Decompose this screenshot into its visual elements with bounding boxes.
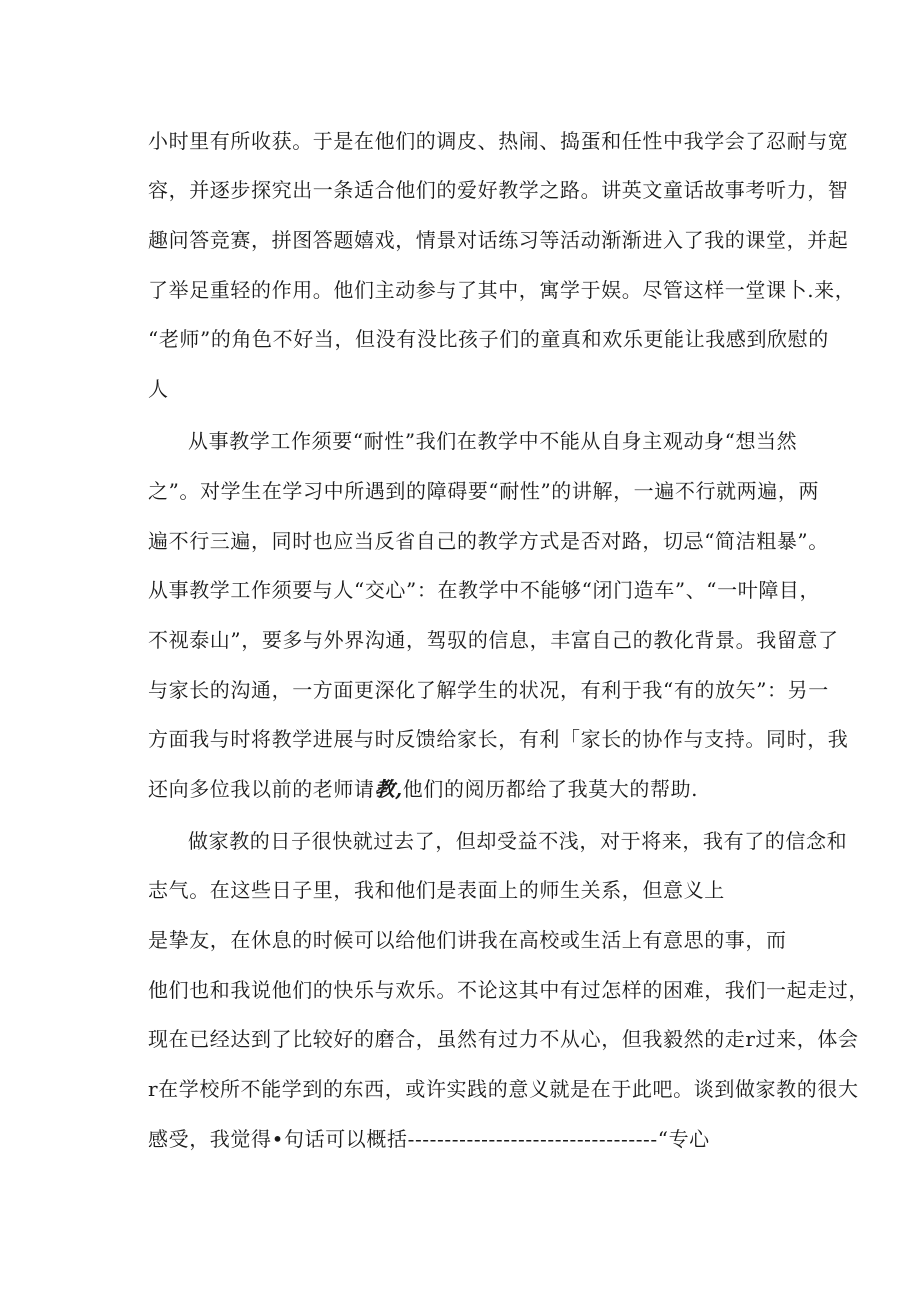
paragraph-3-line-6: r在学校所不能学到的东西，或许实践的意义就是在于此吧。谈到做家教的很大	[148, 1077, 859, 1101]
paragraph-2-line-7: 方面我与时将教学进展与时反馈给家长，有利「家长的协作与支持。同时，我	[148, 727, 849, 751]
paragraph-2-line-2: 之”。对学生在学习中所遇到的障碍要“耐性”的讲解，一遍不行就两遍，两	[148, 479, 820, 503]
paragraph-1-line-5: “老师”的角色不好当，但没有没比孩子们的童真和欢乐更能让我感到欣慰的	[148, 327, 829, 351]
paragraph-3-line-1: 做家教的日子很快就过去了，但却受益不浅，对于将来，我有了的信念和	[188, 829, 848, 853]
paragraph-3-line-5: 现在已经达到了比较好的磨合，虽然有过力不从心，但我毅然的走r过来，体会	[148, 1027, 859, 1051]
paragraph-1-line-6: 人	[148, 377, 169, 401]
paragraph-2-line-6: 与家长的沟通，一方面更深化了解学生的状况，有利于我“有的放矢”：另一	[148, 678, 829, 702]
paragraph-1-line-1: 小时里有所收获。于是在他们的调皮、热闹、捣蛋和任性中我学会了忍耐与宽	[148, 129, 849, 153]
paragraph-2-line-4: 从事教学工作须要与人“交心”：在教学中不能够“闭门造车”、“一叶障目，	[148, 578, 821, 602]
paragraph-3-line-4: 他们也和我说他们的快乐与欢乐。不论这其中有过怎样的困难，我们一起走过，	[148, 978, 869, 1002]
emphasized-word: 教,	[374, 777, 403, 801]
paragraph-1-line-2: 容，并逐步探究出一条适合他们的爱好教学之路。讲英文童话故事考听力，智	[148, 178, 849, 202]
paragraph-2-line-3: 遍不行三遍，同时也应当反省自己的教学方式是否对路，切忌“简洁粗暴”。	[148, 529, 829, 553]
line-8-text-end: 他们的阅历都给了我莫大的帮助.	[402, 777, 699, 801]
paragraph-2-line-5: 不视泰山”，要多与外界沟通，驾驭的信息，丰富自己的教化背景。我留意了	[148, 628, 839, 652]
paragraph-1-line-3: 趣问答竞赛，拼图答题嬉戏，情景对话练习等活动渐渐进入了我的课堂，并起	[148, 228, 849, 252]
paragraph-2-line-8	[148, 775, 698, 803]
paragraph-1-line-4: 了举足重轻的作用。他们主动参与了其中，寓学于娱。尽管这样一堂课卜.来，	[148, 278, 856, 302]
paragraph-3-line-7: 感受，我觉得•句话可以概括----------------------------------“专心	[148, 1127, 710, 1151]
paragraph-3-line-2: 志气。在这些日子里，我和他们是表面上的师生关系，但意义上	[148, 878, 725, 902]
line-8-text-start: 还向多位我以前的老师请	[148, 777, 375, 801]
paragraph-2-line-1: 从事教学工作须要“耐性”我们在教学中不能从自身主观动身“想当然	[188, 429, 798, 453]
paragraph-3-line-3: 是挚友，在休息的时候可以给他们讲我在高校或生活上有意思的事，而	[148, 928, 787, 952]
